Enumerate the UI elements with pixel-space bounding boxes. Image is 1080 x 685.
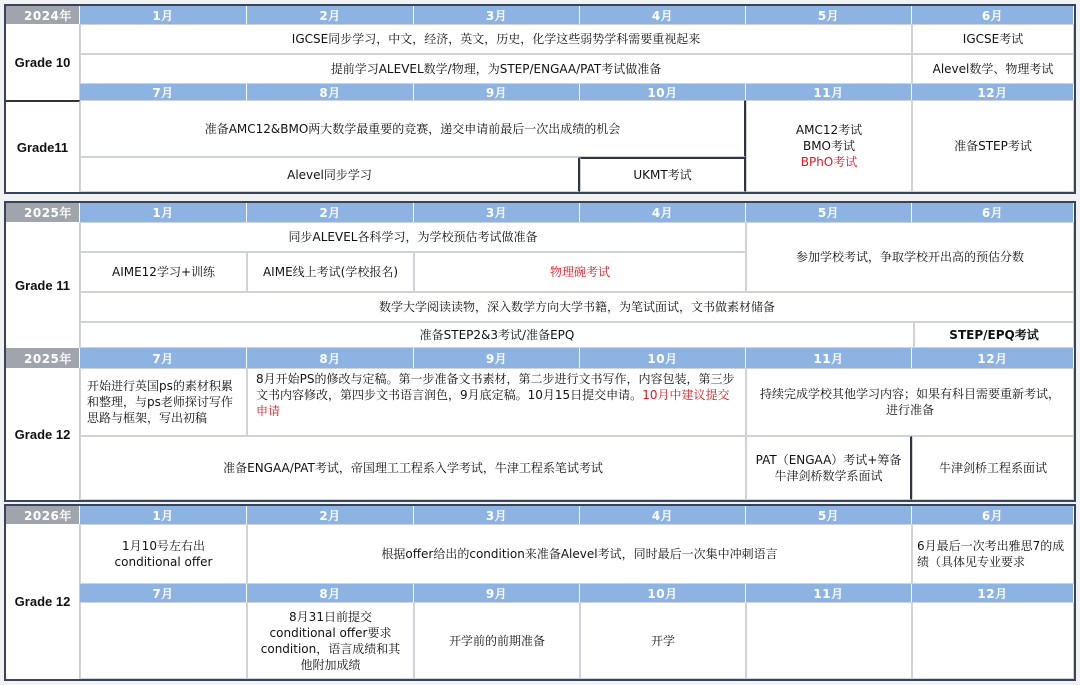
g12-ps-submit-recommend: 10月中建议提交申请: [256, 388, 730, 418]
year-header-2025b: 2025年: [6, 348, 80, 368]
month-oct: 10月: [580, 84, 746, 100]
month-mar: 3月: [414, 6, 580, 24]
g11-step-epq-prep: 准备STEP2&3考试/准备EPQ: [80, 322, 914, 348]
month-oct-2025: 10月: [580, 348, 746, 368]
year-header-2025a: 2025年: [6, 203, 80, 222]
g11-ukmt-exam: UKMT考试: [580, 157, 746, 192]
month-apr-2026: 4月: [580, 506, 746, 524]
month-apr: 4月: [580, 6, 746, 24]
month-nov-2025: 11月: [746, 348, 912, 368]
g11-step-epq-exam: STEP/EPQ考试: [914, 322, 1074, 348]
g11-competition-prep: 准备AMC12&BMO两大数学最重要的竞赛，递交申请前最后一次出成绩的机会: [80, 100, 746, 157]
month-jan-2026: 1月: [80, 506, 247, 524]
g12-submit-conditions: 8月31日前提交conditional offer要求condition，语言成绩和其他附加成绩: [247, 602, 414, 679]
grade11-label: Grade11: [6, 100, 80, 192]
grade10-label: Grade 10: [6, 24, 80, 100]
month-jan-2025: 1月: [80, 203, 247, 222]
month-jun-2026: 6月: [912, 506, 1074, 524]
g12-dec-empty: [912, 602, 1074, 679]
g11-alevel-study: Alevel同步学习: [80, 157, 580, 192]
g12-alevel-prep: 根据offer给出的condition来准备Alevel考试，同时最后一次集中冲刺语言: [247, 524, 912, 584]
month-jul-2025: 7月: [80, 348, 247, 368]
month-sep-2025: 9月: [414, 348, 580, 368]
grade12-2026-label: Grade 12: [6, 524, 80, 679]
bmo-exam: BMO考试: [802, 139, 856, 153]
g11-nov-exams: [746, 100, 912, 192]
g12-oxbridge-interview: 牛津剑桥工程系面试: [912, 436, 1074, 500]
g10-igcse-exam: IGCSE考试: [912, 24, 1074, 54]
g12-ps-material: 开始进行英国ps的素材积累和整理，与ps老师探讨写作思路与框架，写出初稿: [80, 368, 247, 436]
month-apr-2025: 4月: [580, 203, 746, 222]
year-header-2024: 2024年: [6, 6, 80, 24]
g11-step-prep: 准备STEP考试: [912, 100, 1074, 192]
month-nov-2026: 11月: [746, 584, 912, 602]
g12-nov-empty: [746, 602, 912, 679]
g12-ps-revision: [247, 368, 746, 436]
g12-conditional-offer: 1月10号左右出conditional offer: [80, 524, 247, 584]
year-header-2026: 2026年: [6, 506, 80, 524]
month-feb: 2月: [247, 6, 414, 24]
g12-pre-school-prep: 开学前的前期准备: [414, 602, 580, 679]
g10-alevel-exam: Alevel数学、物理考试: [912, 54, 1074, 84]
g12-school-start: 开学: [580, 602, 746, 679]
amc12-exam: AMC12考试: [795, 123, 863, 137]
month-aug-2026: 8月: [247, 584, 414, 602]
grade11-2025-label: Grade 11: [6, 222, 80, 348]
month-mar-2026: 3月: [414, 506, 580, 524]
g12-other-studies: 持续完成学校其他学习内容；如果有科目需要重新考试，进行准备: [746, 368, 1074, 436]
month-sep-2026: 9月: [414, 584, 580, 602]
month-dec-2025: 12月: [912, 348, 1074, 368]
month-mar-2025: 3月: [414, 203, 580, 222]
month-jun: 6月: [912, 6, 1074, 24]
month-may-2025: 5月: [746, 203, 912, 222]
g11-aime-training: AIME12学习+训练: [80, 252, 247, 292]
month-may-2026: 5月: [746, 506, 912, 524]
month-aug-2025: 8月: [247, 348, 414, 368]
g11-sync-alevel: 同步ALEVEL各科学习，为学校预估考试做准备: [80, 222, 746, 252]
month-feb-2025: 2月: [247, 203, 414, 222]
month-dec-2026: 12月: [912, 584, 1074, 602]
g11-aime-exam: AIME线上考试(学校报名): [247, 252, 414, 292]
bpho-exam: BPhO考试: [800, 155, 858, 169]
month-aug: 8月: [247, 84, 414, 100]
month-jan: 1月: [80, 6, 247, 24]
g12-pat-exam: PAT（ENGAA）考试+筹备牛津剑桥数学系面试: [746, 436, 912, 500]
g11-school-exams: 参加学校考试，争取学校开出高的预估分数: [746, 222, 1074, 292]
month-sep: 9月: [414, 84, 580, 100]
month-oct-2026: 10月: [580, 584, 746, 602]
g12-jul-empty: [80, 602, 247, 679]
month-dec: 12月: [912, 84, 1074, 100]
g11-math-reading: 数学大学阅读读物，深入数学方向大学书籍，为笔试面试，文书做素材储备: [80, 292, 1074, 322]
g10-igcse-study: IGCSE同步学习，中文，经济，英文，历史，化学这些弱势学科需要重视起来: [80, 24, 912, 54]
g12-ps-revision-text: 8月开始PS的修改与定稿。第一步准备文书素材，第二步进行文书写作，内容包装，第三步文书内容修改，第四步文书语言润色，9月底定稿。10月15日提交申请。: [256, 372, 735, 402]
month-may: 5月: [746, 6, 912, 24]
month-feb-2026: 2月: [247, 506, 414, 524]
g11-physics-bowl: 物理碗考试: [414, 252, 746, 292]
grade12-2025-label: Grade 12: [6, 368, 80, 500]
month-jul: 7月: [80, 84, 247, 100]
g10-alevel-prep: 提前学习ALEVEL数学/物理，为STEP/ENGAA/PAT考试做准备: [80, 54, 912, 84]
g12-engaa-pat-prep: 准备ENGAA/PAT考试，帝国理工工程系入学考试，牛津工程系笔试考试: [80, 436, 746, 500]
month-jun-2025: 6月: [912, 203, 1074, 222]
month-jul-2026: 7月: [80, 584, 247, 602]
month-nov: 11月: [746, 84, 912, 100]
g12-ielts-final: 6月最后一次考出雅思7的成绩（具体见专业要求: [912, 524, 1074, 584]
